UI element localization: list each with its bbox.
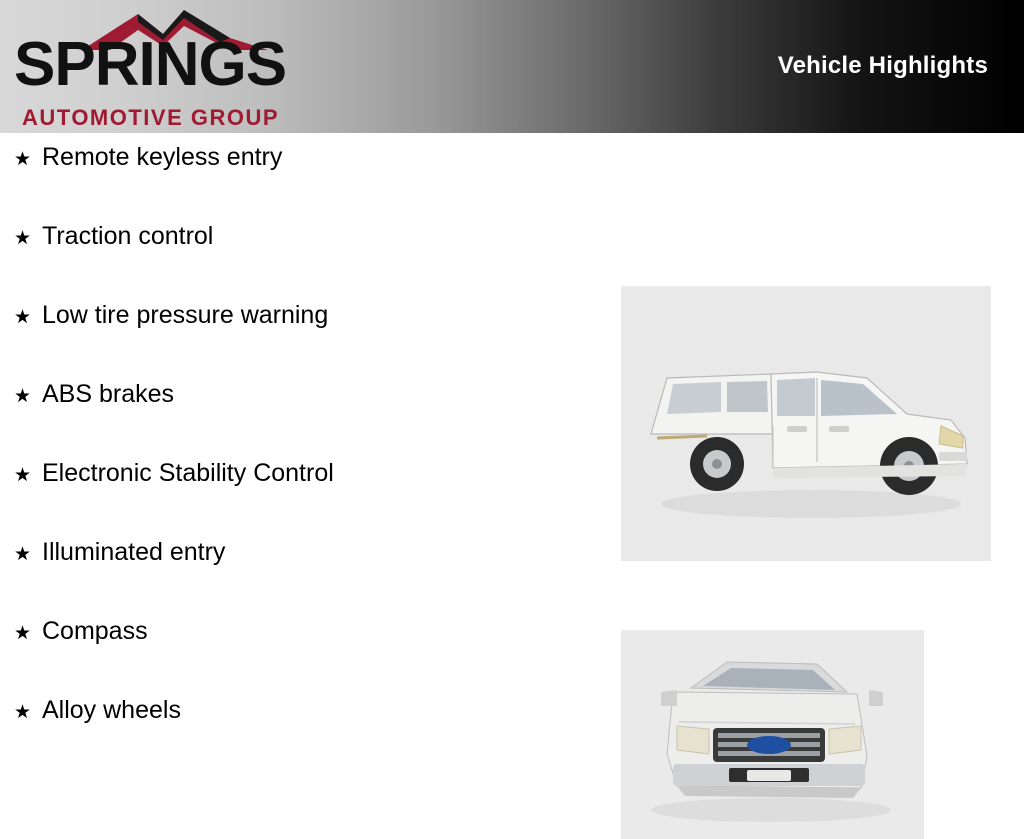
feature-label: Alloy wheels xyxy=(42,696,181,724)
truck-front-illustration xyxy=(621,630,924,839)
header-bar xyxy=(0,0,1024,133)
company-logo xyxy=(8,6,298,131)
feature-label: Low tire pressure warning xyxy=(42,301,329,329)
feature-label: Remote keyless entry xyxy=(42,143,283,171)
list-item xyxy=(0,698,600,777)
feature-label: Traction control xyxy=(42,222,214,250)
feature-label: Illuminated entry xyxy=(42,538,226,566)
star-bullet-icon: ★ xyxy=(14,228,32,249)
vehicle-highlights-list xyxy=(0,133,600,777)
list-item xyxy=(0,619,600,698)
star-bullet-icon: ★ xyxy=(14,386,32,407)
truck-side-illustration xyxy=(621,286,991,561)
company-name: SPRINGS xyxy=(14,30,287,99)
star-bullet-icon: ★ xyxy=(14,702,32,723)
list-item xyxy=(0,303,600,382)
star-bullet-icon: ★ xyxy=(14,307,32,328)
vehicle-photo-front-view xyxy=(621,630,924,839)
star-bullet-icon: ★ xyxy=(14,544,32,565)
star-bullet-icon: ★ xyxy=(14,149,32,170)
list-item xyxy=(0,382,600,461)
list-item xyxy=(0,461,600,540)
list-item xyxy=(0,224,600,303)
list-item xyxy=(0,540,600,619)
page-title: Vehicle Highlights xyxy=(777,52,988,79)
feature-label: Electronic Stability Control xyxy=(42,459,334,487)
vehicle-photo-side-view xyxy=(621,286,991,561)
slide-content xyxy=(0,133,1024,768)
star-bullet-icon: ★ xyxy=(14,465,32,486)
list-item xyxy=(0,145,600,224)
feature-label: ABS brakes xyxy=(42,380,175,408)
feature-label: Compass xyxy=(42,617,148,645)
star-bullet-icon: ★ xyxy=(14,623,32,644)
company-tagline: AUTOMOTIVE GROUP xyxy=(22,105,280,130)
